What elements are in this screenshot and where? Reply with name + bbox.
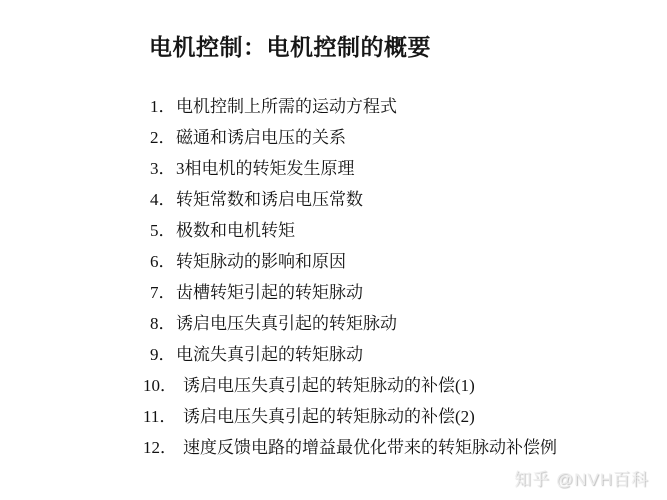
item-label: 极数和电机转矩 [176, 221, 295, 240]
page-title: 电机控制：电机控制的概要 [149, 35, 431, 60]
list-item [150, 91, 557, 122]
item-number: 10． [143, 376, 177, 395]
item-label: 磁通和诱启电压的关系 [176, 128, 346, 147]
item-label: 齿槽转矩引起的转矩脉动 [176, 283, 363, 302]
list-item [150, 277, 557, 308]
topic-list [143, 91, 557, 463]
item-number: 1． [150, 97, 176, 116]
list-item [150, 184, 557, 215]
list-item [143, 432, 557, 463]
list-item [143, 370, 557, 401]
watermark-text: 知乎 @NVH百科 [514, 470, 649, 489]
item-number: 2． [150, 128, 176, 147]
list-item [150, 339, 557, 370]
item-label: 速度反馈电路的增益最优化带来的转矩脉动补偿例 [183, 438, 557, 457]
list-item [150, 153, 557, 184]
item-number: 6． [150, 252, 176, 271]
list-item [150, 215, 557, 246]
item-label: 诱启电压失真引起的转矩脉动的补偿(2) [183, 407, 475, 426]
item-label: 转矩脉动的影响和原因 [176, 252, 346, 271]
list-item [150, 122, 557, 153]
item-label: 3相电机的转矩发生原理 [176, 159, 355, 178]
watermark [514, 465, 649, 490]
item-number: 8． [150, 314, 176, 333]
item-number: 12． [143, 438, 177, 457]
item-label: 电机控制上所需的运动方程式 [176, 97, 397, 116]
item-label: 诱启电压失真引起的转矩脉动 [176, 314, 397, 333]
item-label: 转矩常数和诱启电压常数 [176, 190, 363, 209]
item-number: 9． [150, 345, 176, 364]
list-item [143, 401, 557, 432]
item-number: 5． [150, 221, 176, 240]
item-label: 电流失真引起的转矩脉动 [176, 345, 363, 364]
item-number: 7． [150, 283, 176, 302]
item-label: 诱启电压失真引起的转矩脉动的补偿(1) [183, 376, 475, 395]
item-number: 11． [143, 407, 177, 426]
list-item [150, 308, 557, 339]
item-number: 3． [150, 159, 176, 178]
item-number: 4． [150, 190, 176, 209]
list-item [150, 246, 557, 277]
